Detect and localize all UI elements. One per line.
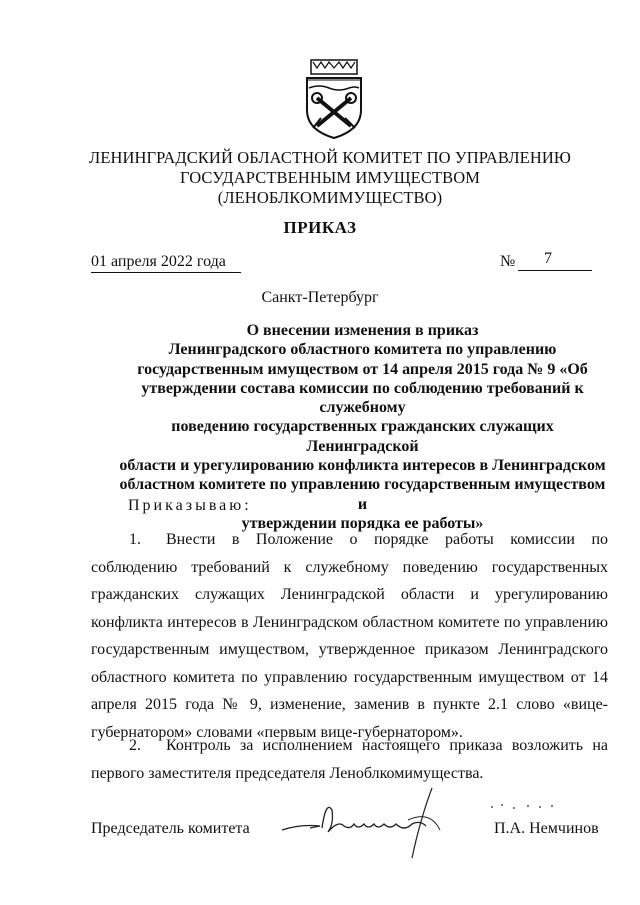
city: Санкт-Петербург	[261, 289, 379, 306]
org-line-1: ЛЕНИНГРАДСКИЙ ОБЛАСТНОЙ КОМИТЕТ ПО УПРАВЛЕНИЮ	[89, 148, 571, 167]
signatory-name: П.А. Немчинов	[494, 820, 599, 837]
subject-line: Ленинградского областного комитета по управлению	[168, 341, 557, 359]
document-type: ПРИКАЗ	[283, 218, 357, 237]
subject-line: области и урегулированию конфликта интересов в Ленинградском	[119, 457, 606, 475]
paragraph-2	[91, 732, 608, 787]
subject-line: областном комитете по управлению государственным имуществом и	[119, 476, 606, 513]
org-line-2: ГОСУДАРСТВЕННЫМ ИМУЩЕСТВОМ	[179, 168, 481, 187]
handwritten-signature-icon	[280, 780, 450, 860]
paragraph-text: Внести в Положение о порядке работы комиссии по соблюдению требований к служебному поведению государственных гражданских служащих Ленинградской области и урегулированию конфликта интересов в Ленинградском областном комитете по управлению государственным имуществом, утвержденное приказом Ленинградского областного комитета по управлению государственным имуществом от 14 апреля 2015 года № 9, изменение, заменив в пункте 2.1 слово «вице-губернатором» словами «первым вице-губернатором».	[91, 531, 608, 741]
subject-line: государственным имуществом от 14 апреля 2015 года № 9 «Об	[137, 360, 588, 378]
paragraph-number: 1.	[129, 531, 141, 548]
org-line-3: (ЛЕНОБЛКОМИМУЩЕСТВО)	[217, 188, 443, 207]
subject-line: О внесении изменения в приказ	[246, 322, 479, 339]
subject-line: утверждении состава комиссии по соблюдению требований к служебному	[141, 379, 584, 417]
signatory-role: Председатель комитета	[91, 820, 250, 837]
coat-of-arms-icon	[299, 58, 369, 140]
number-label: №	[500, 253, 516, 270]
stamp-marks-icon	[488, 800, 558, 814]
paragraph-text: Контроль за исполнением настоящего приказа возложить на первого заместителя председателя Леноблкомимущества.	[91, 737, 608, 782]
document-number: 7	[518, 250, 592, 271]
document-date: 01 апреля 2022 года	[91, 253, 241, 273]
order-word: Приказываю:	[128, 497, 252, 514]
paragraph-number: 2.	[129, 737, 141, 754]
paragraph-1	[91, 526, 608, 746]
subject-line: поведению государственных гражданских служащих Ленинградской	[171, 418, 554, 455]
subject-line: утверждении порядка ее работы»	[241, 514, 484, 532]
organization-name	[60, 148, 600, 208]
